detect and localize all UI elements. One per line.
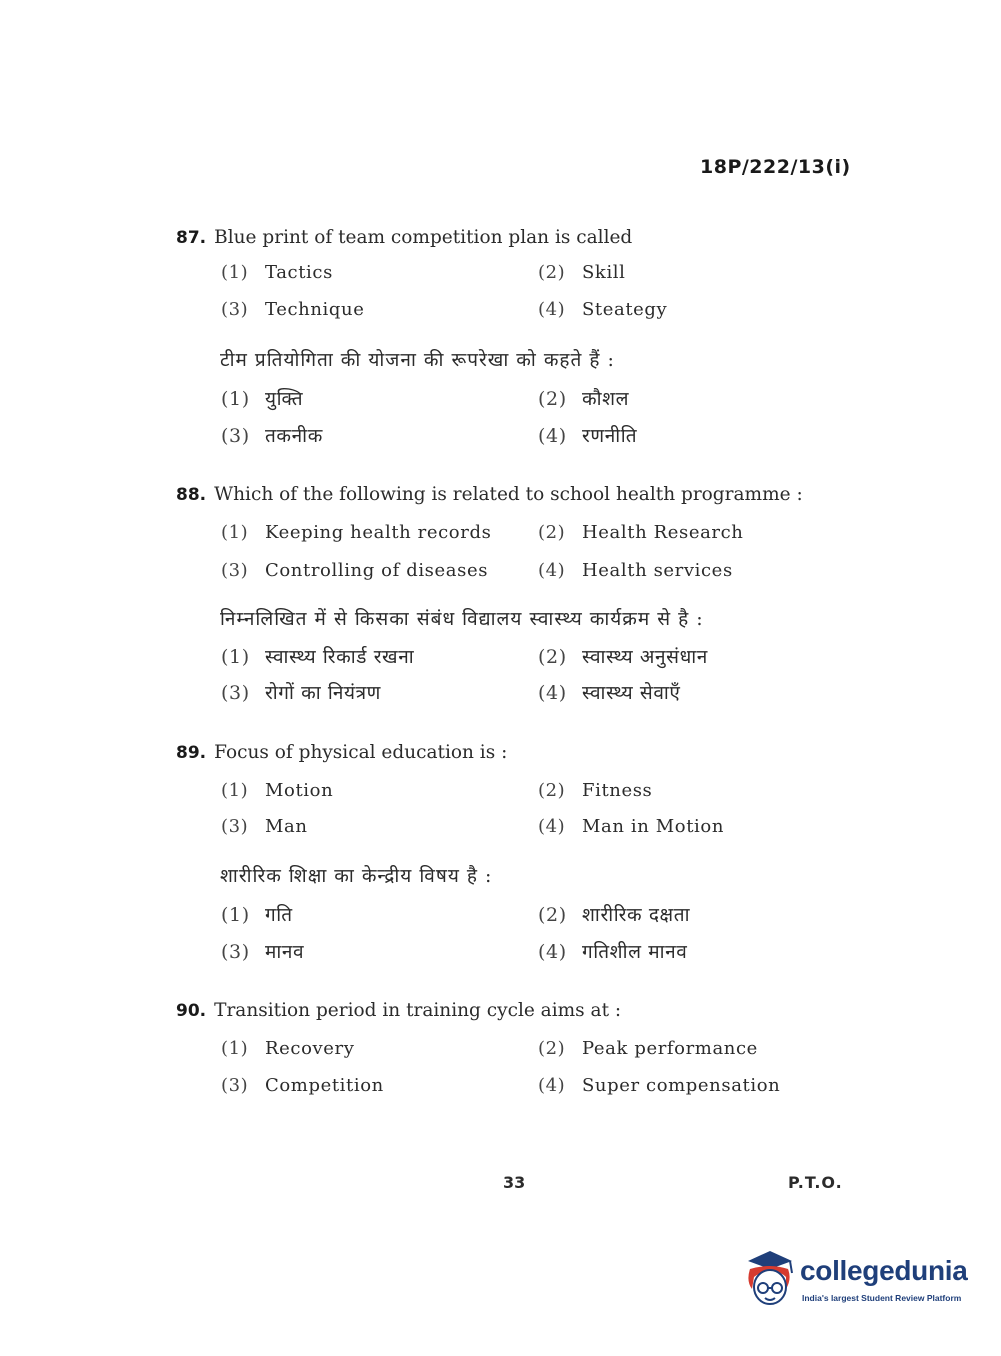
option-number: (4)	[538, 299, 566, 320]
option-number: (2)	[538, 780, 566, 801]
option-number: (2)	[538, 262, 566, 283]
option-1-en	[221, 522, 491, 543]
option-2-hi	[538, 901, 690, 927]
option-4-en	[538, 1075, 780, 1096]
option-text: Fitness	[582, 780, 653, 801]
option-text: Controlling of diseases	[265, 560, 489, 581]
option-4-hi	[538, 938, 687, 964]
paper-code: 18P/222/13(i)	[700, 156, 851, 178]
option-number: (4)	[538, 560, 566, 581]
option-4-en	[538, 299, 667, 320]
option-text: Steategy	[582, 299, 668, 320]
option-number: (3)	[221, 560, 249, 581]
question-english: Focus of physical education is :	[214, 742, 508, 763]
page-number: 33	[503, 1173, 526, 1192]
question-english: Which of the following is related to school health programme :	[214, 484, 803, 505]
option-number: (1)	[221, 904, 250, 926]
collegedunia-logo	[740, 1247, 970, 1317]
option-number: (4)	[538, 941, 567, 963]
option-number: (1)	[221, 522, 249, 543]
option-text: Tactics	[265, 262, 333, 283]
option-3-en	[221, 560, 488, 581]
option-4-hi	[538, 422, 637, 448]
option-text: स्वास्थ्य अनुसंधान	[582, 646, 708, 668]
option-number: (3)	[221, 682, 250, 704]
question-number: 87.	[176, 228, 207, 248]
option-text: कौशल	[582, 388, 630, 410]
question-number: 89.	[176, 743, 207, 763]
option-1-hi	[221, 385, 303, 411]
option-3-hi	[221, 679, 381, 705]
option-text: स्वास्थ्य रिकार्ड रखना	[265, 646, 415, 668]
option-text: तकनीक	[265, 425, 323, 447]
option-text: गति	[265, 904, 293, 926]
option-text: Competition	[265, 1075, 384, 1096]
option-number: (2)	[538, 388, 567, 410]
option-text: रणनीति	[582, 425, 638, 447]
option-number: (4)	[538, 1075, 566, 1096]
option-text: गतिशील मानव	[582, 941, 688, 963]
option-number: (3)	[221, 941, 250, 963]
question-text-hi: शारीरिक शिक्षा का केन्द्रीय विषय है :	[220, 865, 493, 887]
option-3-en	[221, 299, 364, 320]
question-text-en	[176, 1000, 621, 1021]
option-number: (3)	[221, 425, 250, 447]
option-text: Super compensation	[582, 1075, 781, 1096]
logo-brand: collegedunia	[800, 1255, 968, 1286]
question-text-hi: टीम प्रतियोगिता की योजना की रूपरेखा को कहते हैं :	[220, 349, 615, 371]
option-number: (1)	[221, 780, 249, 801]
option-number: (1)	[221, 262, 249, 283]
option-1-hi	[221, 901, 293, 927]
option-2-hi	[538, 643, 708, 669]
option-4-hi	[538, 679, 681, 705]
question-english: Transition period in training cycle aims at :	[214, 1000, 622, 1021]
option-3-hi	[221, 422, 323, 448]
option-number: (4)	[538, 425, 567, 447]
option-text: Health services	[582, 560, 733, 581]
option-text: Skill	[582, 262, 626, 283]
option-text: Motion	[265, 780, 334, 801]
option-text: शारीरिक दक्षता	[582, 904, 691, 926]
option-1-hi	[221, 643, 414, 669]
option-4-en	[538, 816, 724, 837]
option-text: स्वास्थ्य सेवाएँ	[582, 682, 681, 704]
option-number: (2)	[538, 522, 566, 543]
option-number: (1)	[221, 1038, 249, 1059]
option-text: Peak performance	[582, 1038, 758, 1059]
option-number: (2)	[538, 904, 567, 926]
question-text-en	[176, 227, 632, 248]
option-text: रोगों का नियंत्रण	[265, 682, 382, 704]
option-number: (1)	[221, 646, 250, 668]
option-2-en	[538, 780, 652, 801]
option-text: Keeping health records	[265, 522, 492, 543]
option-text: Technique	[265, 299, 365, 320]
option-2-hi	[538, 385, 629, 411]
option-text: Recovery	[265, 1038, 355, 1059]
question-english: Blue print of team competition plan is called	[214, 227, 633, 248]
question-text-en	[176, 742, 507, 763]
option-number: (4)	[538, 816, 566, 837]
option-number: (2)	[538, 646, 567, 668]
option-3-hi	[221, 938, 304, 964]
option-text: मानव	[265, 941, 305, 963]
option-2-en	[538, 522, 744, 543]
question-text-en	[176, 484, 803, 505]
option-4-en	[538, 560, 733, 581]
option-number: (3)	[221, 299, 249, 320]
student-mascot-icon	[740, 1247, 798, 1309]
option-number: (1)	[221, 388, 250, 410]
option-text: Man	[265, 816, 308, 837]
option-2-en	[538, 262, 626, 283]
pto-label: P.T.O.	[788, 1173, 843, 1192]
question-number: 90.	[176, 1001, 207, 1021]
option-3-en	[221, 816, 308, 837]
option-number: (3)	[221, 1075, 249, 1096]
option-number: (3)	[221, 816, 249, 837]
option-1-en	[221, 1038, 355, 1059]
option-3-en	[221, 1075, 384, 1096]
option-2-en	[538, 1038, 758, 1059]
option-text: Health Research	[582, 522, 744, 543]
question-number: 88.	[176, 485, 207, 505]
option-number: (4)	[538, 682, 567, 704]
logo-tagline: India's largest Student Review Platform	[802, 1293, 962, 1303]
option-text: Man in Motion	[582, 816, 725, 837]
question-text-hi: निम्नलिखित में से किसका संबंध विद्यालय स्वास्थ्य कार्यक्रम से है :	[220, 608, 704, 630]
option-number: (2)	[538, 1038, 566, 1059]
option-text: युक्ति	[265, 388, 304, 410]
option-1-en	[221, 262, 333, 283]
option-1-en	[221, 780, 333, 801]
